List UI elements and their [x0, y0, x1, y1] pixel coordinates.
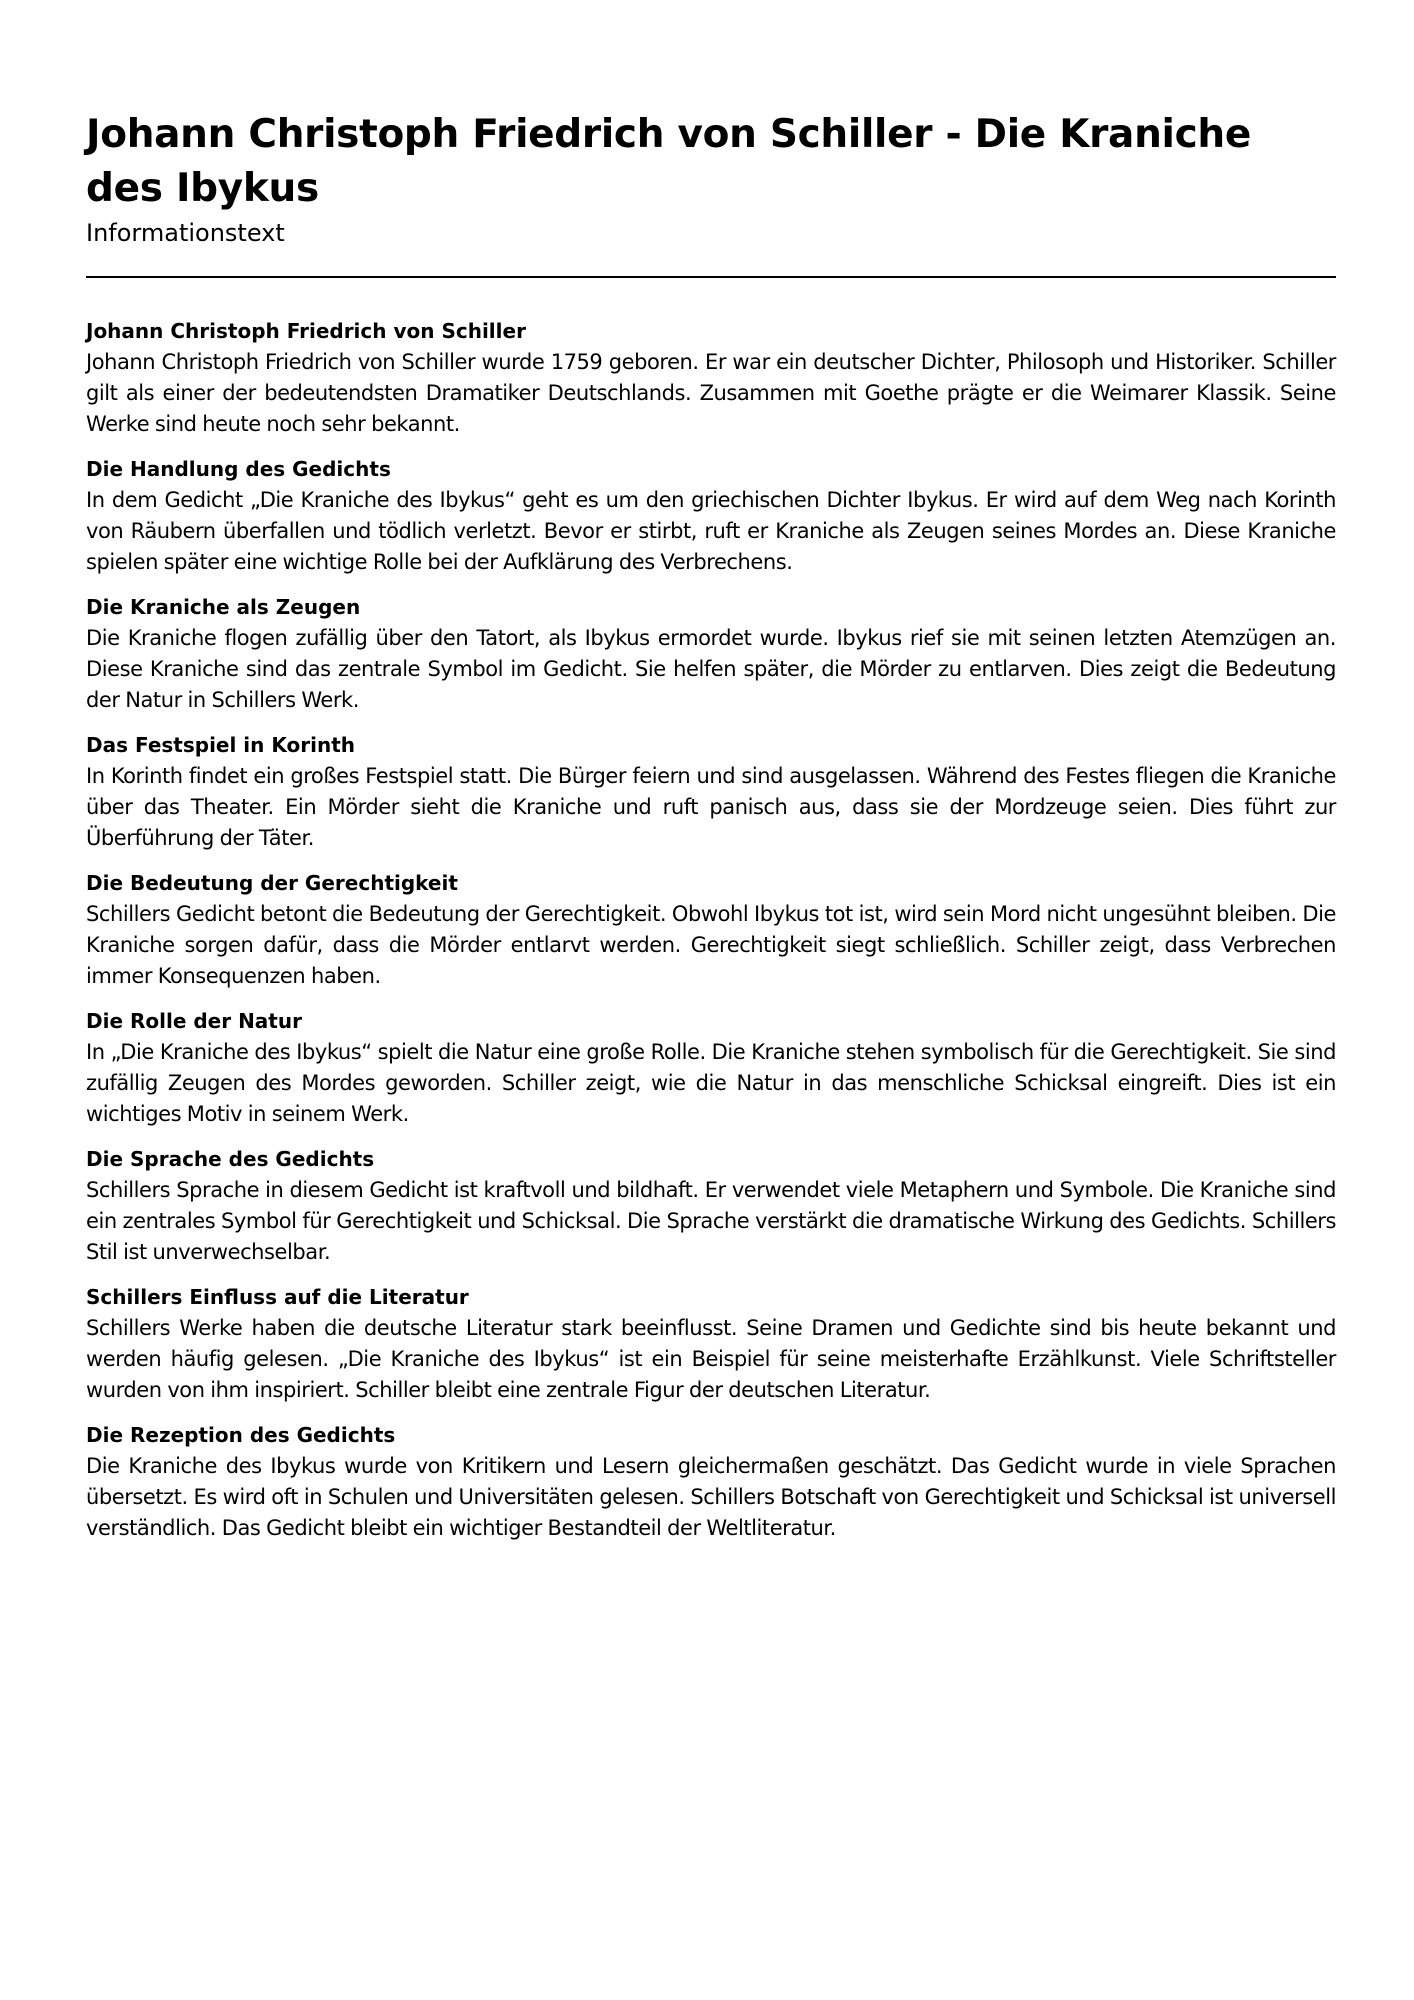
- section-heading: Die Sprache des Gedichts: [86, 1147, 375, 1171]
- section-heading: Schillers Einfluss auf die Literatur: [86, 1285, 469, 1309]
- section-paragraph: Die Kraniche des Ibykus wurde von Kritikern und Lesern gleichermaßen geschätzt. Das Gedicht wurde in viele Sprachen übersetzt. Es wird oft in Schulen und Universitäten gelesen. Schillers Botschaft von Gerechtigkeit und Schicksal ist universell verständlich. Das Gedicht bleibt ein wichtiger Bestandteil der Weltliteratur.: [86, 1454, 1336, 1540]
- document-title: Johann Christoph Friedrich von Schiller - Die Kraniche des Ibykus: [86, 112, 1252, 211]
- section-heading: Die Rezeption des Gedichts: [86, 1423, 396, 1447]
- section-heading: Die Kraniche als Zeugen: [86, 595, 361, 619]
- document-subtitle: Informationstext: [86, 219, 285, 247]
- section-heading: Johann Christoph Friedrich von Schiller: [86, 319, 526, 343]
- section-einfluss: [86, 1282, 1336, 1406]
- section-heading: Das Festspiel in Korinth: [86, 733, 356, 757]
- section-heading: Die Handlung des Gedichts: [86, 457, 391, 481]
- document-page: [86, 108, 1336, 1558]
- section-paragraph: Die Kraniche flogen zufällig über den Tatort, als Ibykus ermordet wurde. Ibykus rief sie mit seinen letzten Atemzügen an. Diese Kraniche sind das zentrale Symbol im Gedicht. Sie helfen später, die Mörder zu entlarven. Dies zeigt die Bedeutung der Natur in Schillers Werk.: [86, 626, 1336, 712]
- section-rezeption: [86, 1420, 1336, 1544]
- section-paragraph: Schillers Gedicht betont die Bedeutung der Gerechtigkeit. Obwohl Ibykus tot ist, wird sein Mord nicht ungesühnt bleiben. Die Kraniche sorgen dafür, dass die Mörder entlarvt werden. Gerechtigkeit siegt schließlich. Schiller zeigt, dass Verbrechen immer Konsequenzen haben.: [86, 902, 1336, 988]
- title-divider: [86, 276, 1336, 278]
- section-handlung: [86, 454, 1336, 578]
- section-kraniche-zeugen: [86, 592, 1336, 716]
- section-heading: Die Bedeutung der Gerechtigkeit: [86, 871, 458, 895]
- section-heading: Die Rolle der Natur: [86, 1009, 302, 1033]
- section-paragraph: Schillers Sprache in diesem Gedicht ist kraftvoll und bildhaft. Er verwendet viele Metaphern und Symbole. Die Kraniche sind ein zentrales Symbol für Gerechtigkeit und Schicksal. Die Sprache verstärkt die dramatische Wirkung des Gedichts. Schillers Stil ist unverwechselbar.: [86, 1178, 1336, 1264]
- section-paragraph: In „Die Kraniche des Ibykus“ spielt die Natur eine große Rolle. Die Kraniche stehen symbolisch für die Gerechtigkeit. Sie sind zufällig Zeugen des Mordes geworden. Schiller zeigt, wie die Natur in das menschliche Schicksal eingreift. Dies ist ein wichtiges Motiv in seinem Werk.: [86, 1040, 1336, 1126]
- section-paragraph: In dem Gedicht „Die Kraniche des Ibykus“ geht es um den griechischen Dichter Ibykus. Er wird auf dem Weg nach Korinth von Räubern überfallen und tödlich verletzt. Bevor er stirbt, ruft er Kraniche als Zeugen seines Mordes an. Diese Kraniche spielen später eine wichtige Rolle bei der Aufklärung des Verbrechens.: [86, 488, 1336, 574]
- section-paragraph: Johann Christoph Friedrich von Schiller wurde 1759 geboren. Er war ein deutscher Dichter, Philosoph und Historiker. Schiller gilt als einer der bedeutendsten Dramatiker Deutschlands. Zusammen mit Goethe prägte er die Weimarer Klassik. Seine Werke sind heute noch sehr bekannt.: [86, 350, 1336, 436]
- section-sprache: [86, 1144, 1336, 1268]
- section-natur: [86, 1006, 1336, 1130]
- section-gerechtigkeit: [86, 868, 1336, 992]
- section-paragraph: In Korinth findet ein großes Festspiel statt. Die Bürger feiern und sind ausgelassen. Während des Festes fliegen die Kraniche über das Theater. Ein Mörder sieht die Kraniche und ruft panisch aus, dass sie der Mordzeuge seien. Dies führt zur Überführung der Täter.: [86, 764, 1336, 850]
- section-festspiel: [86, 730, 1336, 854]
- section-schiller: [86, 316, 1336, 440]
- section-paragraph: Schillers Werke haben die deutsche Literatur stark beeinflusst. Seine Dramen und Gedichte sind bis heute bekannt und werden häufig gelesen. „Die Kraniche des Ibykus“ ist ein Beispiel für seine meisterhafte Erzählkunst. Viele Schriftsteller wurden von ihm inspiriert. Schiller bleibt eine zentrale Figur der deutschen Literatur.: [86, 1316, 1336, 1402]
